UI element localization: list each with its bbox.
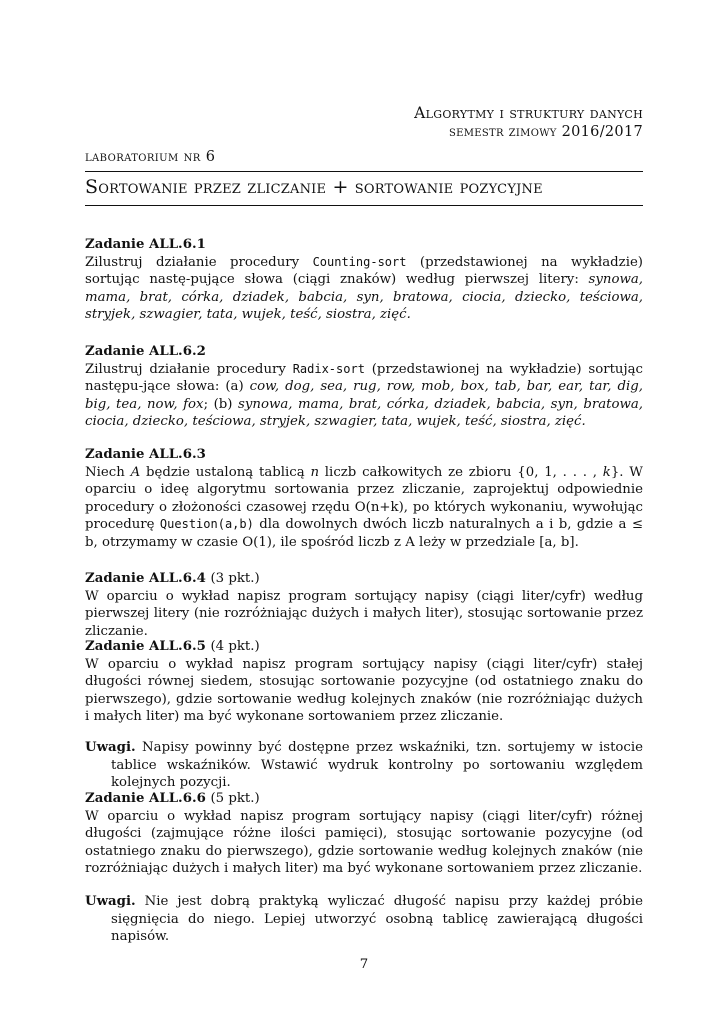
task-text: Zilustruj działanie procedury xyxy=(85,361,293,377)
note-label: Uwagi. xyxy=(85,740,136,755)
task-heading xyxy=(85,343,643,361)
task-heading xyxy=(85,236,643,254)
task-points: (4 pkt.) xyxy=(210,639,260,654)
task-text: ; (b) xyxy=(203,396,239,412)
task-heading-text: Zadanie ALL.6.3 xyxy=(85,447,206,462)
task-body: W oparciu o wykład napisz program sortujący napisy (ciągi liter/cyfr) według pierwszej litery (nie rozróżniając dużych i małych liter), stosując sortowanie przez zliczanie. xyxy=(85,588,643,639)
note-text: Nie jest dobrą praktyką wyliczać długość napisu przy każdej próbie sięgnięcia do niego. Lepiej utworzyć osobną tablicę zawierającą długości napisów. xyxy=(111,894,643,945)
page-title: Sortowanie przez zliczanie + sortowanie pozycyjne xyxy=(85,176,543,198)
task-body xyxy=(85,254,643,324)
math-var: k xyxy=(602,464,611,480)
task-heading-text: Zadanie ALL.6.5 xyxy=(85,639,206,654)
course-title: Algorytmy i struktury danych xyxy=(414,104,643,122)
task-heading-text: Zadanie ALL.6.4 xyxy=(85,571,206,586)
note-2 xyxy=(85,893,643,946)
task-text: (przedstawionej na wykładzie) sortując następu-jące słowa: (a) xyxy=(85,361,643,395)
task-heading xyxy=(85,638,643,656)
title-top-rule xyxy=(85,171,643,172)
task-6-3 xyxy=(85,446,643,552)
task-text: (przedstawionej na wykładzie) sortując nastę-pujące słowa (ciągi znaków) według pierwszej litery: xyxy=(85,254,643,288)
math-var: n xyxy=(310,464,320,480)
word-list-b: synowa, mama, brat, córka, dziadek, babcia, syn, bratowa, ciocia, dziecko, teściowa, stryjek, szwagier, tata, wujek, teść, siostra, zięć. xyxy=(85,396,644,430)
task-body xyxy=(85,361,643,431)
note-text: Napisy powinny być dostępne przez wskaźniki, tzn. sortujemy w istocie tablice wskaźników. Wstawić wydruk kontrolny po sortowaniu względem kolejnych pozycji. xyxy=(111,740,643,791)
task-body: W oparciu o wykład napisz program sortujący napisy (ciągi liter/cyfr) różnej długości (zajmujące różne ilości pamięci), stosując sortowanie pozycyjne (od ostatniego znaku do pierwszego), gdzie sortowanie według kolejnych znaków (nie rozróżniając dużych i małych liter) ma być wykonane sortowaniem przez zliczanie. xyxy=(85,808,643,877)
task-6-4 xyxy=(85,570,643,640)
task-heading xyxy=(85,570,643,588)
lab-label: laboratorium nr 6 xyxy=(85,149,216,165)
page-number: 7 xyxy=(359,957,369,972)
math-var: A xyxy=(130,464,141,480)
procedure-name: Question(a,b) xyxy=(159,517,254,532)
task-text: Niech xyxy=(85,464,131,480)
task-points: (3 pkt.) xyxy=(210,571,260,586)
note-body xyxy=(85,739,643,792)
note-label: Uwagi. xyxy=(85,894,136,909)
document-page xyxy=(85,0,643,1024)
task-heading-text: Zadanie ALL.6.6 xyxy=(85,791,206,806)
title-bottom-rule xyxy=(85,205,643,206)
task-text: liczb całkowitych ze zbioru {0, 1, . . . , xyxy=(319,464,603,480)
task-text: }. W oparciu o ideę algorytmu sortowania przez zliczanie, zaprojektuj odpowiednie procedury o złożoności czasowej rzędu O(n+k), po których wykonaniu, wywołując procedurę xyxy=(85,464,643,533)
task-body xyxy=(85,464,643,552)
task-6-6 xyxy=(85,790,643,878)
task-text: Zilustruj działanie procedury xyxy=(85,254,313,270)
task-6-2 xyxy=(85,343,643,431)
word-list-a: cow, dog, sea, rug, row, mob, box, tab, bar, ear, tar, dig, big, tea, now, fox xyxy=(85,379,643,412)
task-text: dla dowolnych dwóch liczb naturalnych a i b, gdzie a ≤ b, otrzymamy w czasie O(1), ile spośród liczb z A leży w przedziale [a, b]. xyxy=(85,517,644,550)
task-heading xyxy=(85,790,643,808)
task-heading-text: Zadanie ALL.6.1 xyxy=(85,237,206,252)
task-6-5 xyxy=(85,638,643,726)
task-text: będzie ustaloną tablicą xyxy=(140,464,311,480)
procedure-name: Radix-sort xyxy=(292,361,365,376)
semester-label: semestr zimowy 2016/2017 xyxy=(448,124,643,140)
note-body xyxy=(85,893,643,946)
task-body: W oparciu o wykład napisz program sortujący napisy (ciągi liter/cyfr) stałej długości równej siedem, stosując sortowanie pozycyjne (od ostatniego znaku do pierwszego), gdzie sortowanie według kolejnych znaków (nie rozróżniając dużych i małych liter) ma być wykonane sortowaniem przez zliczanie. xyxy=(85,656,643,725)
procedure-name: Counting-sort xyxy=(312,254,407,269)
task-heading xyxy=(85,446,643,464)
note-1 xyxy=(85,739,643,792)
task-points: (5 pkt.) xyxy=(210,791,260,806)
word-list: synowa, mama, brat, córka, dziadek, babcia, syn, bratowa, ciocia, dziecko, teściowa, stryjek, szwagier, tata, wujek, teść, siostra, zięć. xyxy=(85,272,643,323)
task-6-1 xyxy=(85,236,643,324)
task-heading-text: Zadanie ALL.6.2 xyxy=(85,344,206,359)
